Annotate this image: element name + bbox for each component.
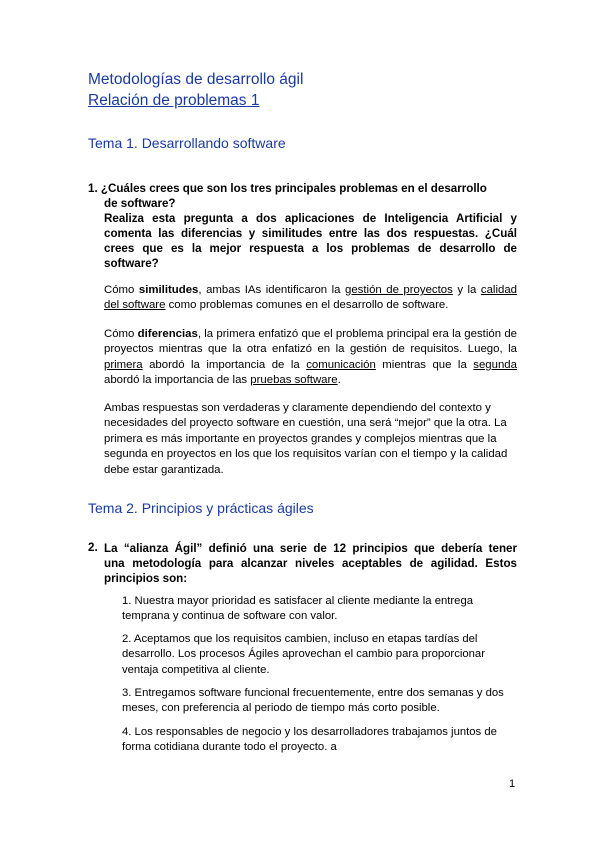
question-2-number: 2. (88, 541, 98, 554)
question-1-line3: Realiza esta pregunta a dos aplicaciones de Inteligencia Artificial y (104, 212, 517, 225)
principle-item-4: 4. Los responsables de negocio y los desarrolladores trabajamos juntos de forma cotidiana durante todo el proyecto. a (122, 726, 497, 754)
answer-paragraph-similitudes: Cómo similitudes, ambas IAs identificaron la gestión de proyectos y la calidad del software como problemas comunes en el desarrollo de software. (104, 284, 517, 312)
section-heading-tema2: Tema 2. Principios y prácticas ágiles (88, 500, 314, 516)
underlined-calidad-software: calidad del software (104, 284, 517, 312)
underlined-pruebas-software: pruebas software (250, 374, 338, 387)
answer-paragraph-diferencias: Cómo diferencias, la primera enfatizó que el problema principal era la gestión de proyectos mientras que la otra enfatizó en la gestión de requisitos. Luego, la primera abordó la importancia de la comunicación mientras que la segunda abordó la importancia de las pruebas software. (104, 328, 517, 387)
underlined-gestion-proyectos: gestión de proyectos (345, 284, 453, 296)
principle-item-1: 1. Nuestra mayor prioridad es satisfacer al cliente mediante la entrega temprana y continua de software con valor. (122, 595, 474, 623)
question-1-line5: crees que es la mejor respuesta a los problemas de desarrollo de (104, 242, 517, 255)
question-1-line4: comenta las diferencias y similitudes entre las dos respuestas. ¿Cuál (104, 227, 517, 240)
answer-paragraph-conclusion: Ambas respuestas son verdaderas y claramente dependiendo del contexto y necesidades del proyecto software en cuestión, una será “mejor” que la otra. La primera es más importante en proyectos grandes y complejos mientras que la segunda en proyectos en los que los requisitos varían con el tiempo y la calidad debe estar garantizada. (104, 402, 508, 476)
question-2-line1: La “alianza Ágil” definió una serie de 12 principios que debería tener (104, 542, 517, 555)
principle-item-2: 2. Aceptamos que los requisitos cambien, incluso en etapas tardías del desarrollo. Los procesos Ágiles aprovechan el cambio para proporcionar ventaja competitiva al cliente. (122, 633, 485, 676)
underlined-primera: primera (104, 358, 143, 371)
question-1-line1: . ¿Cuáles crees que son los tres principales problemas en el desarrollo (94, 182, 487, 195)
keyword-diferencias: diferencias (137, 328, 198, 340)
question-2-line3: principios son: (104, 572, 188, 585)
underlined-segunda: segunda (473, 358, 517, 371)
principle-item-3: 3. Entregamos software funcional frecuentemente, entre dos semanas y dos meses, con preferencia al periodo de tiempo más corto posible. (122, 687, 504, 715)
underlined-comunicacion: comunicación (306, 358, 376, 371)
question-1-line6: software? (104, 257, 159, 270)
question-1-line2: de software? (104, 197, 176, 210)
question-2-line2: una metodología para alcanzar niveles aceptables de agilidad. Estos (104, 557, 517, 570)
question-1-number: 1 (88, 182, 95, 195)
section-heading-tema1: Tema 1. Desarrollando software (88, 135, 286, 151)
page-number: 1 (509, 778, 516, 790)
document-title: Metodologías de desarrollo ágil (88, 71, 304, 88)
document-subtitle: Relación de problemas 1 (88, 92, 260, 109)
keyword-similitudes: similitudes (138, 284, 199, 296)
